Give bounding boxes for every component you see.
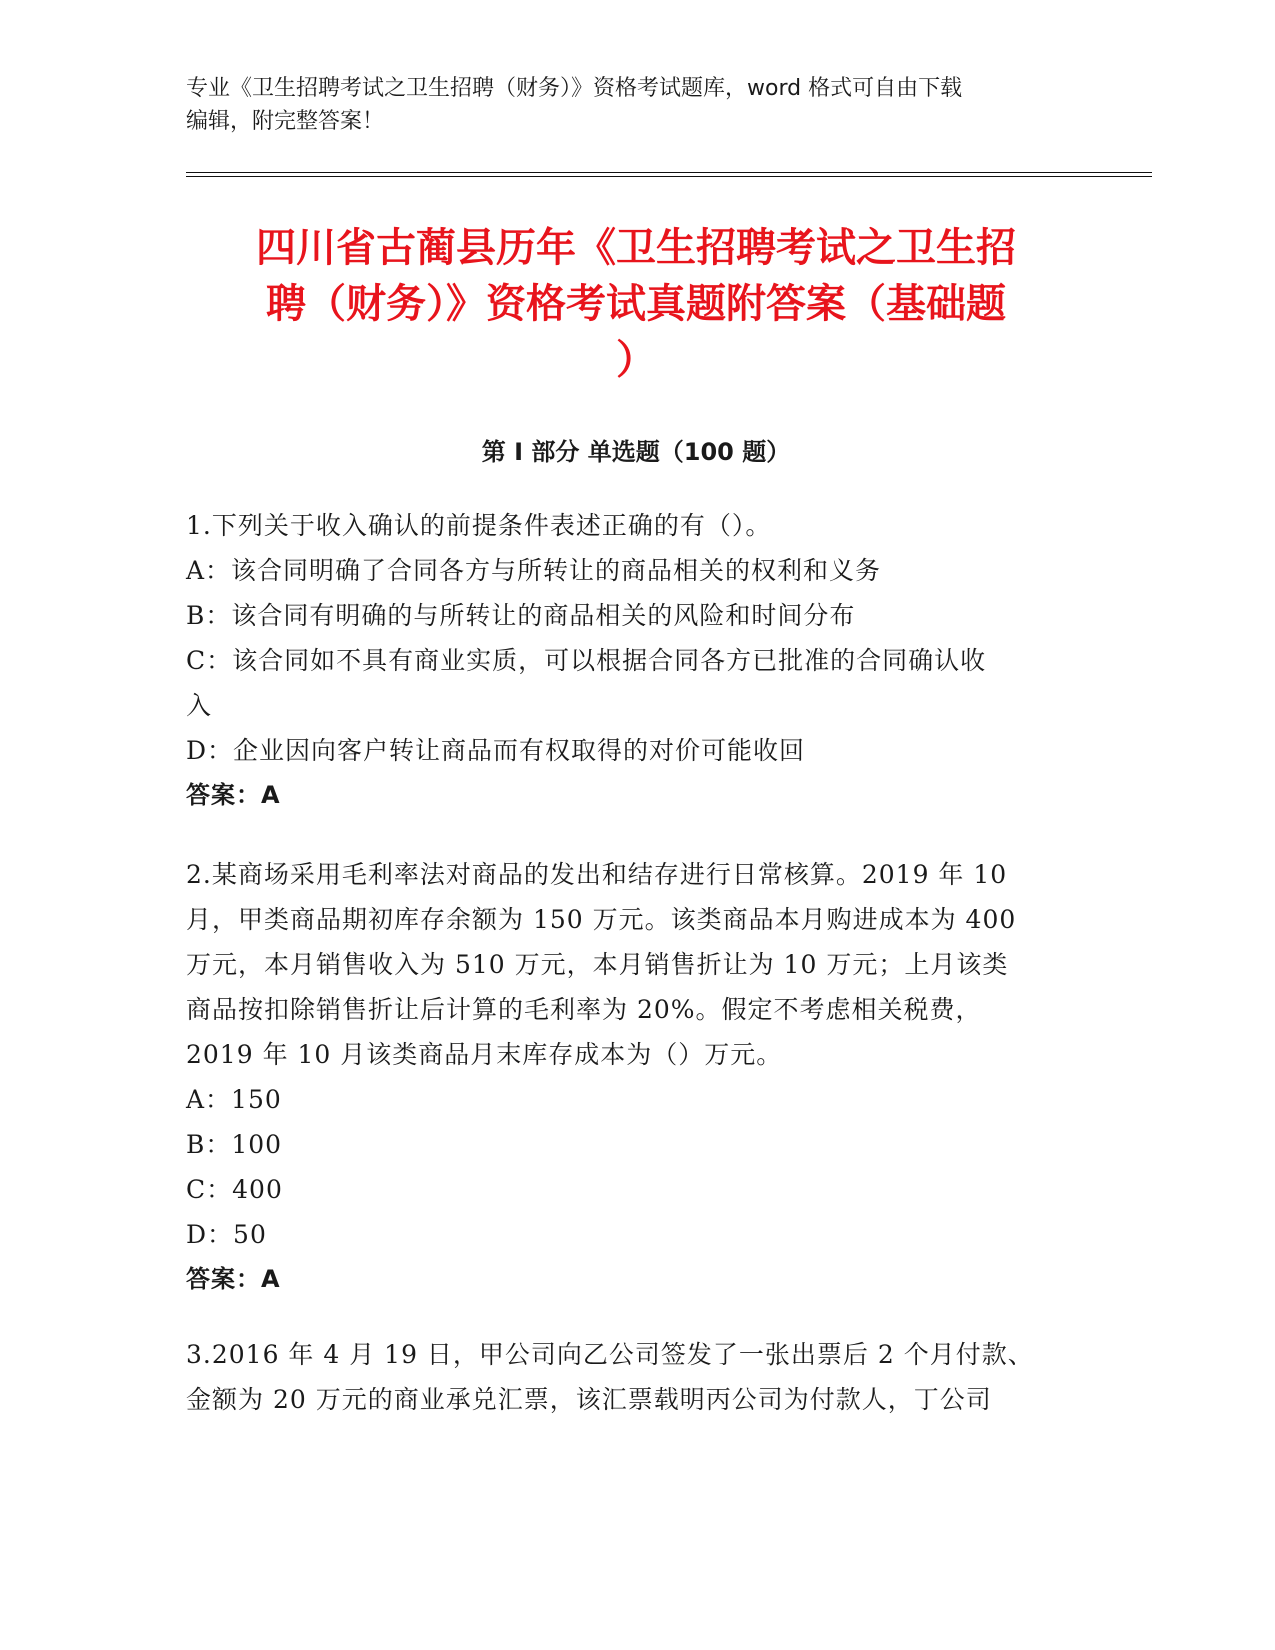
header-note-line: 编辑，附完整答案！ (186, 109, 385, 134)
question-stem: 万元，本月销售收入为 510 万元，本月销售折让为 10 万元；上月该类 (186, 950, 1009, 979)
option-d: D：企业因向客户转让商品而有权取得的对价可能收回 (186, 736, 806, 765)
question-2 (186, 852, 1086, 1302)
answer: 答案：A (186, 781, 281, 809)
question-stem: 月，甲类商品期初库存余额为 150 万元。该类商品本月购进成本为 400 (186, 905, 1017, 934)
option-b: B：100 (186, 1130, 283, 1159)
question-stem: 金额为 20 万元的商业承兑汇票，该汇票载明丙公司为付款人，丁公司 (186, 1385, 992, 1414)
option-d: D：50 (186, 1220, 267, 1249)
title-line: 聘（财务）》资格考试真题附答案（基础题 (266, 281, 1006, 327)
header-divider (186, 176, 1152, 177)
option-a: A：150 (186, 1085, 282, 1114)
header-note (186, 72, 1086, 138)
option-a: A：该合同明确了合同各方与所转让的商品相关的权利和义务 (186, 556, 882, 585)
document-title (186, 220, 1086, 388)
option-c: C：400 (186, 1175, 283, 1204)
option-c-continued: 入 (186, 691, 213, 720)
question-stem: 2.某商场采用毛利率法对商品的发出和结存进行日常核算。2019 年 10 (186, 860, 1008, 889)
question-stem: 商品按扣除销售折让后计算的毛利率为 20%。假定不考虑相关税费， (186, 995, 982, 1024)
title-line: ） (616, 337, 656, 383)
answer: 答案：A (186, 1265, 281, 1293)
question-stem: 3.2016 年 4 月 19 日，甲公司向乙公司签发了一张出票后 2 个月付款、 (186, 1340, 1034, 1369)
question-stem: 1.下列关于收入确认的前提条件表述正确的有（）。 (186, 511, 772, 540)
header-divider (186, 172, 1152, 173)
question-1 (186, 503, 1086, 818)
option-c: C：该合同如不具有商业实质，可以根据合同各方已批准的合同确认收 (186, 646, 987, 675)
header-note-line: 专业《卫生招聘考试之卫生招聘（财务）》资格考试题库，word 格式可自由下载 (186, 76, 963, 101)
section-heading: 第 I 部分 单选题（100 题） (481, 438, 791, 466)
question-stem: 2019 年 10 月该类商品月末库存成本为（）万元。 (186, 1040, 783, 1069)
option-b: B：该合同有明确的与所转让的商品相关的风险和时间分布 (186, 601, 856, 630)
question-3 (186, 1332, 1086, 1422)
title-line: 四川省古蔺县历年《卫生招聘考试之卫生招 (256, 225, 1016, 271)
